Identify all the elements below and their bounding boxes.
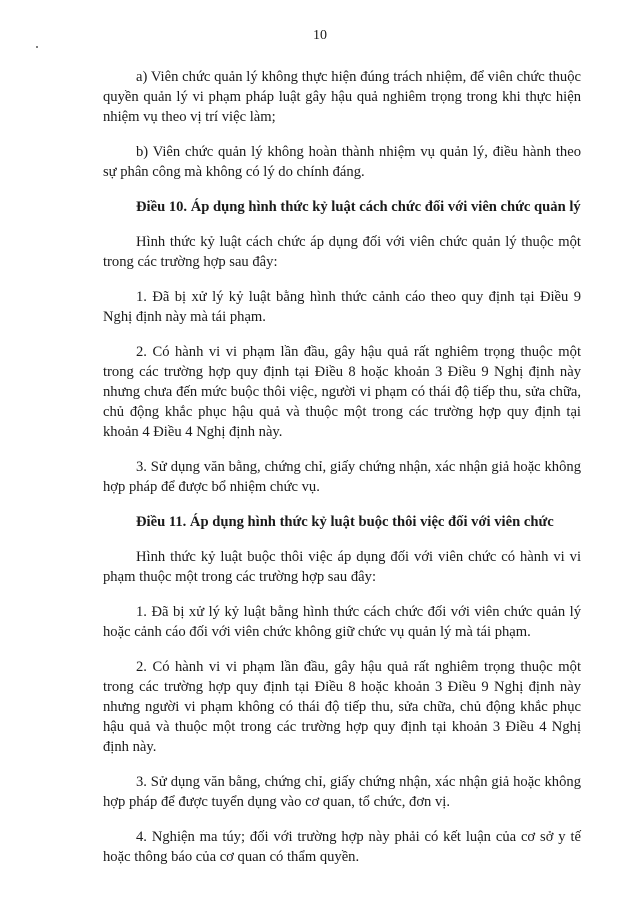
- article-11-item-3: 3. Sử dụng văn bằng, chứng chỉ, giấy chứng nhận, xác nhận giả hoặc không hợp pháp để được tuyển dụng vào cơ quan, tổ chức, đơn vị.: [103, 774, 581, 810]
- article-10-intro: Hình thức kỷ luật cách chức áp dụng đối với viên chức quản lý thuộc một trong các trường hợp sau đây:: [103, 234, 581, 270]
- paragraph-b-clause: b) Viên chức quản lý không hoàn thành nhiệm vụ quản lý, điều hành theo sự phân công mà không có lý do chính đáng.: [103, 144, 581, 180]
- document-body: [103, 67, 581, 882]
- scan-speck: [36, 46, 38, 48]
- article-10-item-1: 1. Đã bị xử lý kỷ luật bằng hình thức cảnh cáo theo quy định tại Điều 9 Nghị định này mà tái phạm.: [103, 289, 581, 325]
- article-11-item-1: 1. Đã bị xử lý kỷ luật bằng hình thức cách chức đối với viên chức quản lý hoặc cảnh cáo đối với viên chức không giữ chức vụ quản lý mà tái phạm.: [103, 604, 581, 640]
- article-10-heading: Điều 10. Áp dụng hình thức kỷ luật cách chức đối với viên chức quản lý: [136, 199, 581, 215]
- article-10-item-3: 3. Sử dụng văn bằng, chứng chỉ, giấy chứng nhận, xác nhận giả hoặc không hợp pháp để được bổ nhiệm chức vụ.: [103, 459, 581, 495]
- article-11-item-2: 2. Có hành vi vi phạm lần đầu, gây hậu quả rất nghiêm trọng thuộc một trong các trường hợp quy định tại Điều 8 hoặc khoản 3 Điều 9 Nghị định này nhưng người vi phạm không có thái độ tiếp thu, sửa chữa, chủ động khắc phục hậu quả và thuộc một trong các trường hợp quy định tại khoản 3 Điều 4 Nghị định này.: [103, 659, 581, 755]
- page-number: 10: [313, 28, 327, 43]
- article-11-heading: Điều 11. Áp dụng hình thức kỷ luật buộc thôi việc đối với viên chức: [136, 514, 554, 530]
- paragraph-a-clause: a) Viên chức quản lý không thực hiện đúng trách nhiệm, để viên chức thuộc quyền quản lý vi phạm pháp luật gây hậu quả nghiêm trọng trong khi thực hiện nhiệm vụ theo vị trí việc làm;: [103, 69, 581, 125]
- article-10-item-2: 2. Có hành vi vi phạm lần đầu, gây hậu quả rất nghiêm trọng thuộc một trong các trường hợp quy định tại Điều 8 hoặc khoản 3 Điều 9 Nghị định này nhưng chưa đến mức buộc thôi việc, người vi phạm có thái độ tiếp thu, sửa chữa, chủ động khắc phục hậu quả và thuộc một trong các trường hợp quy định tại khoản 4 Điều 4 Nghị định này.: [103, 344, 581, 440]
- article-11-item-4: 4. Nghiện ma túy; đối với trường hợp này phải có kết luận của cơ sở y tế hoặc thông báo của cơ quan có thẩm quyền.: [103, 829, 581, 865]
- article-11-intro: Hình thức kỷ luật buộc thôi việc áp dụng đối với viên chức có hành vi vi phạm thuộc một trong các trường hợp sau đây:: [103, 549, 581, 585]
